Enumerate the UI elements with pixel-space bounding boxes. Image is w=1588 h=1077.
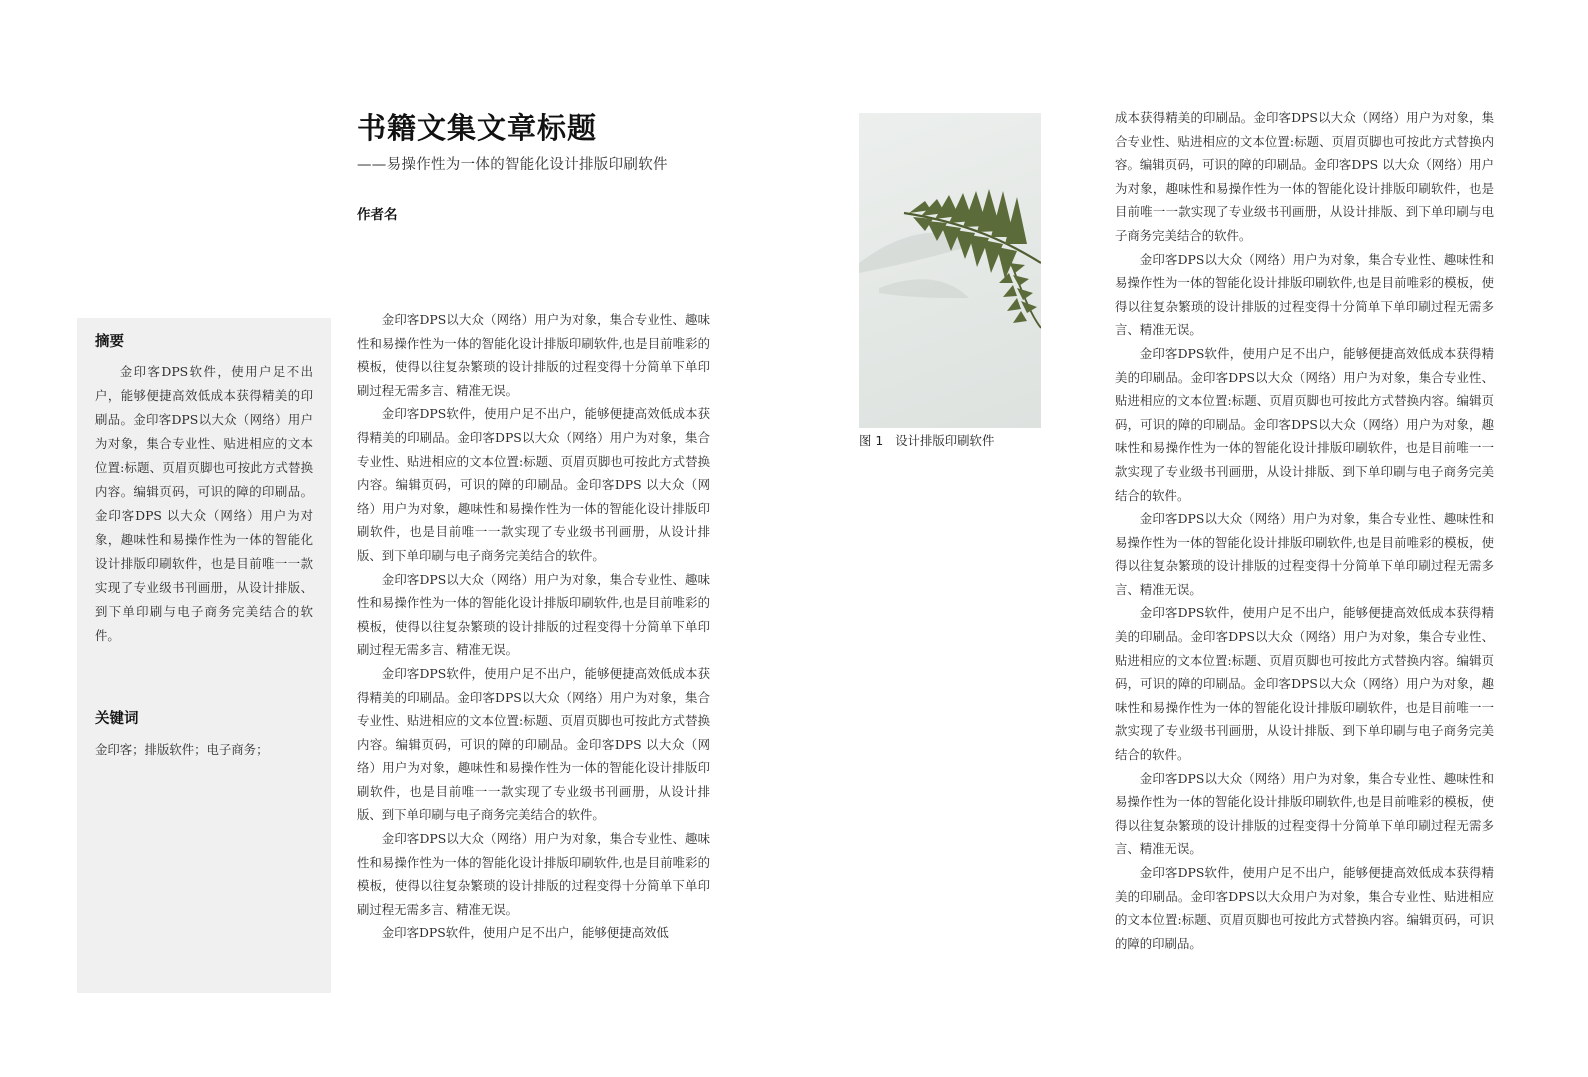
- figure-number: 图 1: [859, 433, 884, 448]
- body-paragraph: 金印客DPS软件，使用户足不出户，能够便捷高效低成本获得精美的印刷品。金印客DPS以大众用户为对象，集合专业性、贴进相应的文本位置:标题、页眉页脚也可按此方式替换内容。编辑页码，可识的障的印刷品。: [1115, 865, 1494, 951]
- abstract-sidebar: [77, 318, 331, 993]
- body-paragraph: 金印客DPS软件，使用户足不出户，能够便捷高效低成本获得精美的印刷品。金印客DPS以大众（网络）用户为对象，集合专业性、贴进相应的文本位置:标题、页眉页脚也可按此方式替换内容。编辑页码，可识的障的印刷品。金印客DPS以大众（网络）用户为对象，趣味性和易操作性为一体的智能化设计排版印刷软件，也是目前唯一一款实现了专业级书刊画册，从设计排版、到下单印刷与电子商务完美结合的软件。: [1115, 345, 1494, 503]
- body-paragraph: 金印客DPS以大众（网络）用户为对象，集合专业性、趣味性和易操作性为一体的智能化设计排版印刷软件,也是目前唯彩的模板，使得以往复杂繁琐的设计排版的过程变得十分简单下单印刷过程无需多言、精准无误。: [357, 312, 710, 398]
- abstract-text: 金印客DPS软件，使用户足不出户，能够便捷高效低成本获得精美的印刷品。金印客DPS以大众（网络）用户为对象，集合专业性、贴进相应的文本位置:标题、页眉页脚也可按此方式替换内容。编辑页码，可识的障的印刷品。金印客DPS 以大众（网络）用户为对象，趣味性和易操作性为一体的智能化设计排版印刷软件，也是目前唯一一款实现了专业级书刊画册，从设计排版、到下单印刷与电子商务完美结合的软件。: [95, 364, 313, 643]
- body-paragraph: 金印客DPS软件，使用户足不出户，能够便捷高效低成本获得精美的印刷品。金印客DPS以大众（网络）用户为对象，集合专业性、贴进相应的文本位置:标题、页眉页脚也可按此方式替换内容。编辑页码，可识的障的印刷品。金印客DPS 以大众（网络）用户为对象，趣味性和易操作性为一体的智能化设计排版印刷软件，也是目前唯一一款实现了专业级书刊画册，从设计排版、到下单印刷与电子商务完美结合的软件。: [357, 406, 710, 563]
- article-title: 书籍文集文章标题: [357, 111, 598, 145]
- body-paragraph: 金印客DPS以大众（网络）用户为对象，集合专业性、趣味性和易操作性为一体的智能化设计排版印刷软件,也是目前唯彩的模板，使得以往复杂繁琐的设计排版的过程变得十分简单下单印刷过程无需多言、精准无误。: [1115, 770, 1494, 857]
- author-name: 作者名: [357, 207, 398, 223]
- body-paragraph: 金印客DPS软件，使用户足不出户，能够便捷高效低成本获得精美的印刷品。金印客DPS以大众（网络）用户为对象，集合专业性、贴进相应的文本位置:标题、页眉页脚也可按此方式替换内容。编辑页码，可识的障的印刷品。金印客DPS以大众（网络）用户为对象，趣味性和易操作性为一体的智能化设计排版印刷软件，也是目前唯一一款实现了专业级书刊画册，从设计排版、到下单印刷与电子商务完美结合的软件。: [1115, 605, 1494, 763]
- fern-leaf-icon: [859, 113, 1041, 428]
- body-paragraph: 金印客DPS以大众（网络）用户为对象，集合专业性、趣味性和易操作性为一体的智能化设计排版印刷软件,也是目前唯彩的模板，使得以往复杂繁琐的设计排版的过程变得十分简单下单印刷过程无需多言、精准无误。: [357, 571, 710, 658]
- keywords-text: 金印客；排版软件；电子商务；: [95, 742, 269, 757]
- figure-fern-photo: [859, 113, 1041, 428]
- abstract-heading: 摘要: [95, 334, 124, 350]
- keywords-heading: 关键词: [95, 711, 139, 727]
- body-paragraph: 金印客DPS以大众（网络）用户为对象，集合专业性、趣味性和易操作性为一体的智能化设计排版印刷软件,也是目前唯彩的模板，使得以往复杂繁琐的设计排版的过程变得十分简单下单印刷过程无需多言、精准无误。: [1115, 251, 1494, 338]
- article-subtitle: ——易操作性为一体的智能化设计排版印刷软件: [357, 157, 668, 173]
- body-column-left: [357, 308, 710, 998]
- body-paragraph: 金印客DPS以大众（网络）用户为对象，集合专业性、趣味性和易操作性为一体的智能化设计排版印刷软件,也是目前唯彩的模板，使得以往复杂繁琐的设计排版的过程变得十分简单下单印刷过程无需多言、精准无误。: [1115, 511, 1494, 597]
- figure-caption-text: 设计排版印刷软件: [895, 433, 995, 448]
- body-paragraph: 金印客DPS以大众（网络）用户为对象，集合专业性、趣味性和易操作性为一体的智能化设计排版印刷软件,也是目前唯彩的模板，使得以往复杂繁琐的设计排版的过程变得十分简单下单印刷过程无需多言、精准无误。: [357, 831, 710, 917]
- body-paragraph: 金印客DPS软件，使用户足不出户，能够便捷高效低: [381, 925, 669, 941]
- body-paragraph: 金印客DPS软件，使用户足不出户，能够便捷高效低成本获得精美的印刷品。金印客DPS以大众（网络）用户为对象，集合专业性、贴进相应的文本位置:标题、页眉页脚也可按此方式替换内容。编辑页码，可识的障的印刷品。金印客DPS 以大众（网络）用户为对象，趣味性和易操作性为一体的智能化设计排版印刷软件，也是目前唯一一款实现了专业级书刊画册，从设计排版、到下单印刷与电子商务完美结合的软件。: [357, 665, 710, 823]
- body-paragraph: 成本获得精美的印刷品。金印客DPS以大众（网络）用户为对象，集合专业性、贴进相应的文本位置:标题、页眉页脚也可按此方式替换内容。编辑页码，可识的障的印刷品。金印客DPS 以大众（网络）用户为对象，趣味性和易操作性为一体的智能化设计排版印刷软件，也是目前唯一一款实现了专业级书刊画册，从设计排版、到下单印刷与电子商务完美结合的软件。: [1115, 110, 1494, 243]
- figure-caption: [859, 431, 994, 449]
- body-column-right: [1115, 106, 1494, 986]
